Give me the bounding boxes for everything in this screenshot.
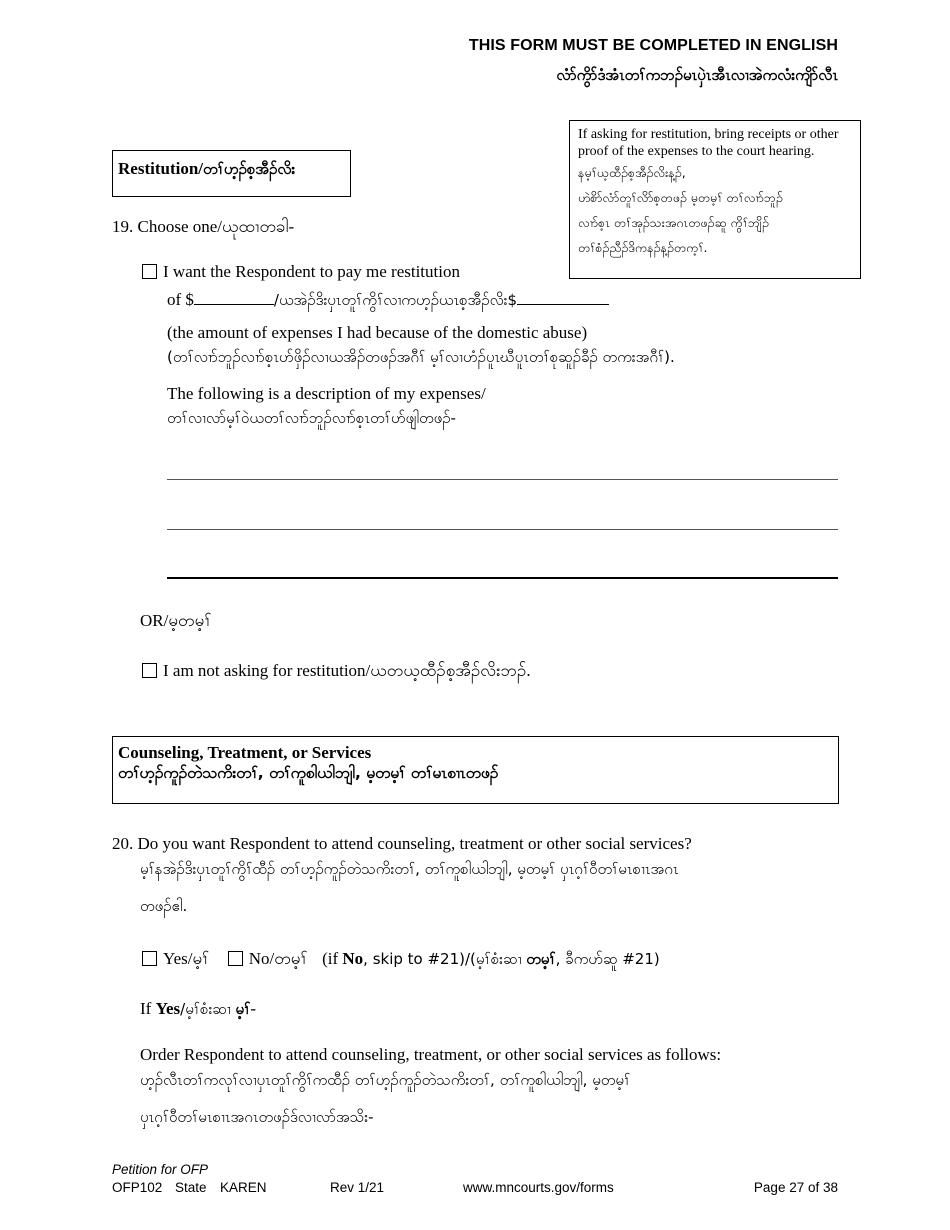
expenses-desc-kar: တၢ်လၢလာ်မ့ၢ်ဝဲယတၢ်လၢာ်ဘူၣ်လၢာ်စ့ၤတၢ်ဟ်ဖျါတဖၣ်- [167,409,456,427]
english-notice: THIS FORM MUST BE COMPLETED IN ENGLISH [468,37,838,54]
question-text: Do you want Respondent to attend counseling, treatment or other social services? [137,834,692,853]
pay-restitution-checkbox[interactable] [142,264,157,279]
amount-of-label: of $ [167,290,194,309]
yes-label: Yes/မ့ၢ် [163,949,210,968]
question-20-kar-line2: တဖၣ်ဧါ. [140,897,188,915]
footer-page-number: Page 27 of 38 [753,1180,838,1195]
expense-description-line[interactable] [167,577,838,579]
amount-note-en: (the amount of expenses I had because of the domestic abuse) [167,323,588,342]
restitution-section-header [112,150,351,197]
note-english: If asking for restitution, bring receipts or other proof of the expenses to the court hearing. [578,127,839,159]
footer-form-name: Petition for OFP [112,1162,209,1177]
amount-note-kar: (တၢ်လၢာ်ဘူၣ်လၢာ်စ့ၤဟ်ဖှိၣ်လၢယအိၣ်တဖၣ်အဂီၢ် မ့ၢ်လၢဟံၣ်ပူၤဃီပူၤတၢ်စုဆူၣ်ခီၣ် တကးအဂီၢ်). [167,348,675,366]
option-label: I want the Respondent to pay me restitution [163,262,460,281]
footer-language: KAREN [220,1180,267,1195]
section-title-kar: တၢ်ဟ့ၣ်စ့အီၣ်လိး [203,160,296,178]
option-label: I am not asking for restitution/ယတယ့ထီၣ်စ့အီၣ်လိးဘၣ်. [163,661,531,680]
question-20 [112,834,692,854]
restitution-option-pay [142,262,460,282]
footer-form-code: OFP102 [112,1180,163,1195]
footer-state: State [175,1180,207,1195]
note-karen-line: တၢ်စံၣ်ညီၣ်ဒိကနၣ်န့ၣ်တက့ၢ်. [578,240,708,255]
footer-revision: Rev 1/21 [330,1180,385,1195]
expense-description-line[interactable] [167,529,838,530]
counseling-yes-no-row [142,948,660,973]
restitution-option-none [142,660,531,685]
restitution-amount-line [167,290,609,313]
skip-instruction: (if No, skip to #21)/(မ့ၢ်စံးဆၢ တမ့ၢ်, ခီကဟ်ဆူ #21) [322,949,660,968]
karen-notice: လံာ်ကွိာ်ဒံအံၤတၢ်ကဘၣ်မၤပှဲၤအီၤလၢအဲကလံးကျိာ်လီၤ [556,66,838,84]
or-label: OR/မ့တမ့ၢ် [140,611,212,630]
question-19 [112,216,294,241]
note-karen-line: လၢာ်စ့ၤ တၢ်အုၣ်သးအဂၤတဖၣ်ဆူ ကွိၢ်ဘျိၣ် [578,215,769,230]
question-number: 20. [112,834,134,853]
footer-website[interactable]: www.mncourts.gov/forms [463,1180,614,1195]
order-text-en: Order Respondent to attend counseling, treatment, or other social services as follows: [140,1045,722,1064]
counseling-no-checkbox[interactable] [228,951,243,966]
order-text-kar-line1: ဟ့ၣ်လီၤတၢ်ကလုၢ်လၢပှၤတူၢ်ကွိၢ်ကထီၣ် တၢ်ဟ့ၣ်ကူၣ်တဲသကိးတၢ်, တၢ်ကူစါယါဘျါ, မ့တမ့ၢ် [140,1071,631,1089]
note-karen-line: နမ့ၢ်ယ့ထီၣ်စ့အီၣ်လိးန့ၣ်, [578,165,686,180]
counseling-section-header [112,736,839,804]
order-text-kar-line2: ပှၤဂ့ၢ်ဝီတၢ်မၤစၢၤအဂၤတဖၣ်ဒ်လၢလာ်အသိး- [140,1108,374,1126]
note-karen-line: ဟဲစိာ်လံာ်တူၢ်လိာ်စ့တဖၣ် မ့တမ့ၢ် တၢ်လၢာ်ဘူၣ် [578,190,783,205]
section-title-en: Counseling, Treatment, or Services [118,743,372,762]
expense-description-line[interactable] [167,479,838,480]
section-title-kar: တၢ်ဟ့ၣ်ကူၣ်တဲသကိးတၢ်, တၢ်ကူစါယါဘျါ, မ့တမ့ၢ် တၢ်မၤစၢၤတဖၣ် [118,764,499,782]
expenses-desc-en: The following is a description of my expenses/ [167,384,486,403]
amount-input[interactable] [194,304,274,305]
if-yes-label: If Yes/မ့ၢ်စံးဆၢ မ့ၢ်- [140,999,256,1018]
counseling-yes-checkbox[interactable] [142,951,157,966]
amount-karen-input[interactable] [517,304,609,305]
section-title-en: Restitution/ [118,159,203,178]
restitution-note-box [569,120,861,279]
no-restitution-checkbox[interactable] [142,663,157,678]
question-20-kar-line1: မ့ၢ်နအဲၣ်ဒိးပှၤတူၢ်ကွိၢ်ထီၣ် တၢ်ဟ့ၣ်ကူၣ်တဲသကိးတၢ်, တၢ်ကူစါယါဘျါ, မ့တမ့ၢ် ပှၤဂ့ၢ်ဝီတၢ်မၤစၢၤအဂၤ [140,860,679,878]
amount-karen-label: /ယအဲၣ်ဒိးပှၤတူၢ်ကွိၢ်လၢကဟ့ၣ်ယၤစ့အီၣ်လိး$ [273,291,518,309]
no-label: No/တမ့ၢ် [248,949,308,968]
question-label: Choose one/ယုထၢတခါ- [137,217,295,236]
question-number: 19. [112,217,134,236]
